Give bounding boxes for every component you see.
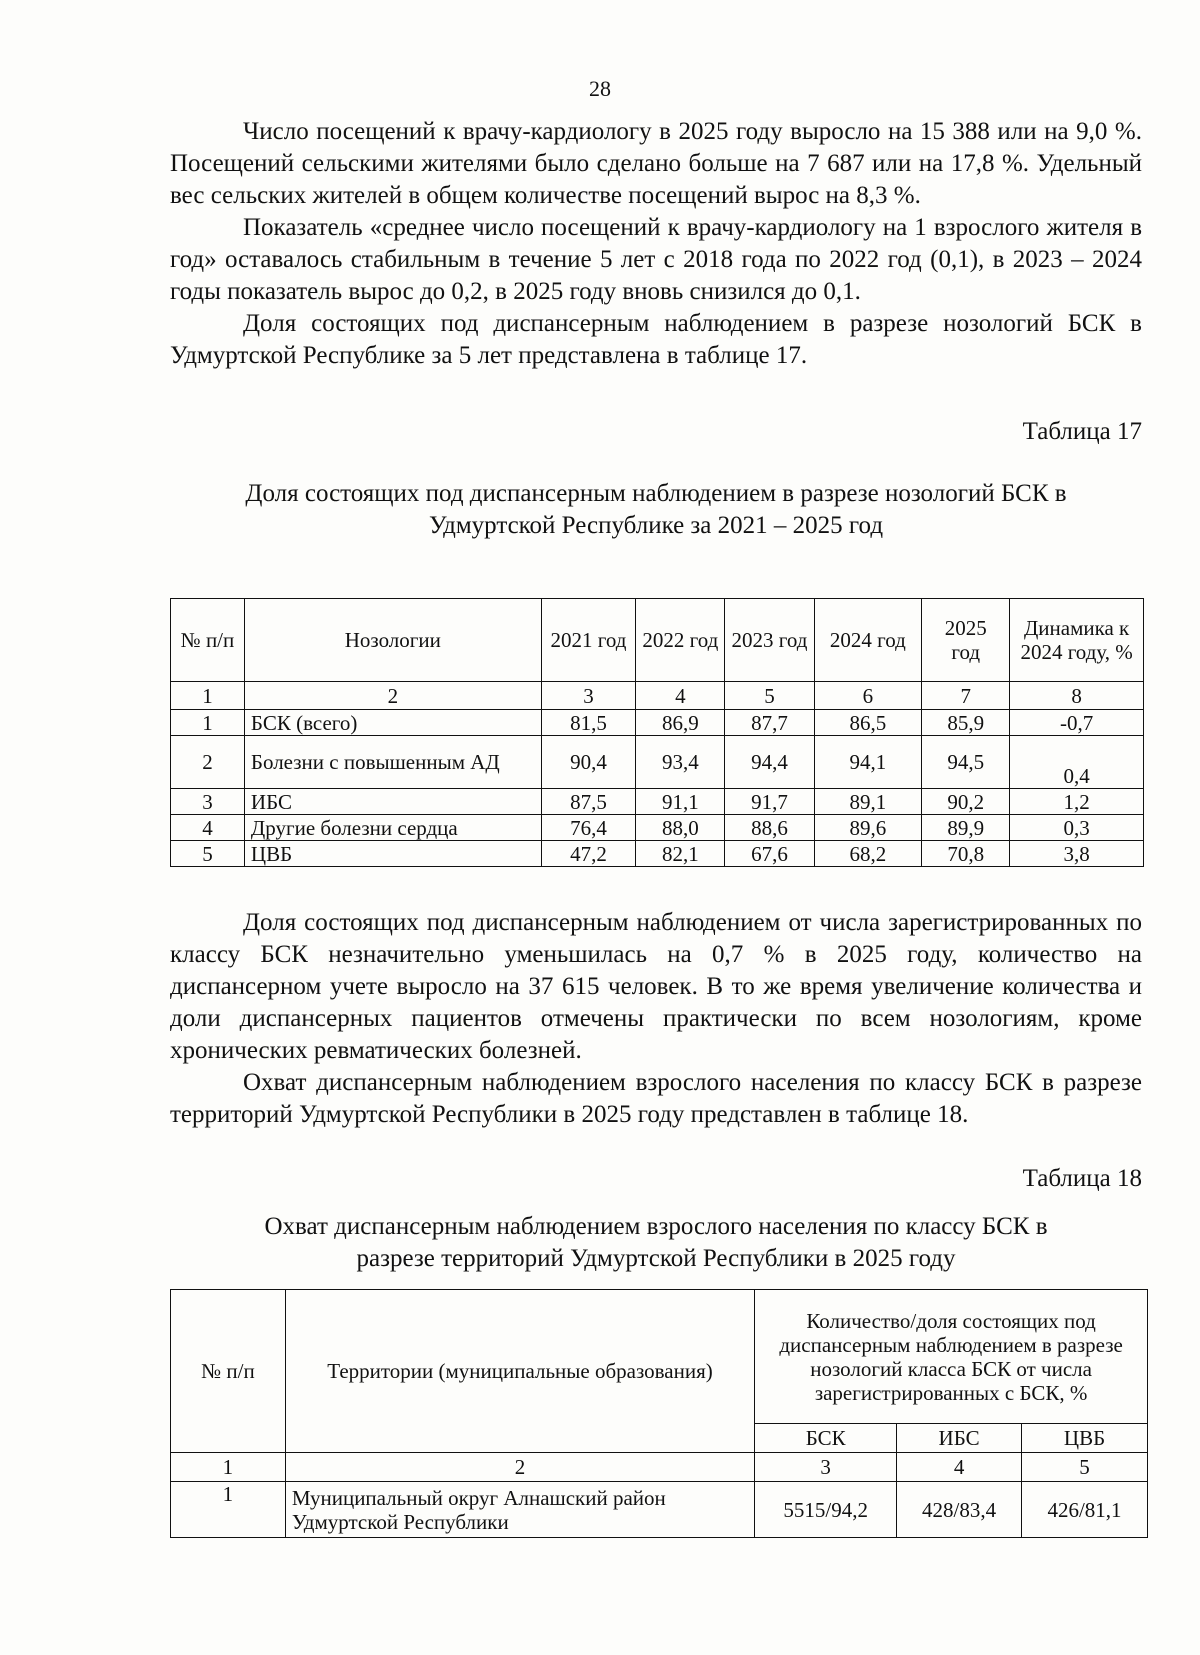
subheader-cell: БСК: [755, 1424, 897, 1453]
table-cell: 81,5: [541, 710, 636, 736]
table-row: [171, 815, 1144, 841]
column-number: 4: [636, 682, 725, 710]
table-18-title-line: разрезе территорий Удмуртской Республики в 2025 году: [356, 1245, 956, 1272]
table-row: [171, 736, 1144, 789]
header-cell: Динамика к 2024 году, %: [1010, 599, 1144, 682]
table-row: [171, 1482, 1148, 1538]
paragraph: Доля состоящих под диспансерным наблюдением от числа зарегистрированных по классу БСК незначительно уменьшилась на 0,7 % в 2025 году, количество на диспансерном учете выросло на 37 615 человек. В то же время увеличение количества и доли диспансерных пациентов отмечены практически по всем нозологиям, кроме хронических ревматических болезней.: [170, 909, 1142, 1064]
table-18: [170, 1289, 1148, 1538]
table-cell: 86,9: [636, 710, 725, 736]
column-number: 5: [1022, 1453, 1148, 1482]
subheader-cell: ИБС: [897, 1424, 1022, 1453]
column-number-row: [171, 682, 1144, 710]
table-17: [170, 598, 1144, 867]
page-number: 28: [589, 76, 611, 101]
table-cell: 91,1: [636, 789, 725, 815]
table-cell: Муниципальный округ Алнашский район Удмуртской Республики: [285, 1482, 754, 1538]
header-cell: № п/п: [171, 599, 245, 682]
table-cell: 82,1: [636, 841, 725, 867]
table-cell: 87,7: [725, 710, 814, 736]
header-cell: Территории (муниципальные образования): [285, 1290, 754, 1453]
table-cell: 89,9: [922, 815, 1010, 841]
table-cell: 2: [171, 736, 245, 789]
table-cell: 0,4: [1010, 736, 1144, 789]
table-row: [171, 710, 1144, 736]
table-cell: Болезни с повышенным АД: [244, 736, 541, 789]
table-cell: 90,2: [922, 789, 1010, 815]
table-cell: 0,3: [1010, 815, 1144, 841]
column-number: 7: [922, 682, 1010, 710]
table-cell: 426/81,1: [1022, 1482, 1148, 1538]
column-number-row: [171, 1453, 1148, 1482]
table-cell: 86,5: [814, 710, 922, 736]
column-number: 1: [171, 1453, 286, 1482]
table-cell: 67,6: [725, 841, 814, 867]
table-cell: 1: [171, 710, 245, 736]
table-18-title: [170, 1211, 1142, 1275]
header-cell: 2022 год: [636, 599, 725, 682]
table-cell: 76,4: [541, 815, 636, 841]
table-cell: 91,7: [725, 789, 814, 815]
table-cell: 88,6: [725, 815, 814, 841]
table-cell: 47,2: [541, 841, 636, 867]
column-number: 4: [897, 1453, 1022, 1482]
column-number: 3: [541, 682, 636, 710]
column-number: 6: [814, 682, 922, 710]
header-cell: 2025 год: [922, 599, 1010, 682]
header-cell: 2024 год: [814, 599, 922, 682]
table-cell: 70,8: [922, 841, 1010, 867]
table-cell: 94,5: [922, 736, 1010, 789]
paragraph: Показатель «среднее число посещений к врачу-кардиологу на 1 взрослого жителя в год» оставалось стабильным в течение 5 лет с 2018 года по 2022 год (0,1), в 2023 – 2024 годы показатель вырос до 0,2, в 2025 году вновь снизился до 0,1.: [170, 214, 1142, 305]
table-row: [171, 789, 1144, 815]
column-number: 2: [244, 682, 541, 710]
table-cell: 94,1: [814, 736, 922, 789]
table-cell: 1: [171, 1482, 286, 1538]
table-cell: 3: [171, 789, 245, 815]
header-cell: 2021 год: [541, 599, 636, 682]
table-cell: 428/83,4: [897, 1482, 1022, 1538]
text-block-middle: [170, 907, 1142, 1131]
table-header-row: [171, 1290, 1148, 1424]
table-18-label: Таблица 18: [1022, 1165, 1142, 1192]
header-cell: 2023 год: [725, 599, 814, 682]
table-cell: 85,9: [922, 710, 1010, 736]
column-number: 1: [171, 682, 245, 710]
table-cell: 93,4: [636, 736, 725, 789]
table-cell: 68,2: [814, 841, 922, 867]
table-cell: 5: [171, 841, 245, 867]
paragraph: Доля состоящих под диспансерным наблюдением в разрезе нозологий БСК в Удмуртской Республике за 5 лет представлена в таблице 17.: [170, 310, 1142, 369]
table-cell: 94,4: [725, 736, 814, 789]
text-block-top: [170, 116, 1142, 372]
table-cell: 4: [171, 815, 245, 841]
table-cell: 5515/94,2: [755, 1482, 897, 1538]
table-cell: 89,1: [814, 789, 922, 815]
table-cell: 90,4: [541, 736, 636, 789]
table-cell: ЦВБ: [244, 841, 541, 867]
table-cell: 89,6: [814, 815, 922, 841]
table-17-title: [170, 478, 1142, 542]
table-cell: 87,5: [541, 789, 636, 815]
header-cell: № п/п: [171, 1290, 286, 1453]
table-cell: БСК (всего): [244, 710, 541, 736]
column-number: 8: [1010, 682, 1144, 710]
paragraph: Число посещений к врачу-кардиологу в 2025 году выросло на 15 388 или на 9,0 %. Посещений сельскими жителями было сделано больше на 7 687 или на 17,8 %. Удельный вес сельских жителей в общем количестве посещений вырос на 8,3 %.: [170, 118, 1142, 209]
table-cell: 3,8: [1010, 841, 1144, 867]
column-number: 5: [725, 682, 814, 710]
table-18-title-line: Охват диспансерным наблюдением взрослого населения по классу БСК в: [264, 1213, 1048, 1240]
table-header-row: [171, 599, 1144, 682]
table-cell: 88,0: [636, 815, 725, 841]
column-number: 2: [285, 1453, 754, 1482]
subheader-cell: ЦВБ: [1022, 1424, 1148, 1453]
table-17-title-line: Доля состоящих под диспансерным наблюдением в разрезе нозологий БСК в: [245, 480, 1067, 507]
table-cell: 1,2: [1010, 789, 1144, 815]
table-17-label: Таблица 17: [1022, 418, 1142, 445]
table-row: [171, 841, 1144, 867]
header-group-cell: Количество/доля состоящих под диспансерным наблюдением в разрезе нозологий класса БСК от числа зарегистрированных с БСК, %: [755, 1290, 1148, 1424]
table-cell: -0,7: [1010, 710, 1144, 736]
header-cell: Нозологии: [244, 599, 541, 682]
table-cell: Другие болезни сердца: [244, 815, 541, 841]
table-cell: ИБС: [244, 789, 541, 815]
column-number: 3: [755, 1453, 897, 1482]
paragraph: Охват диспансерным наблюдением взрослого населения по классу БСК в разрезе территорий Удмуртской Республики в 2025 году представлен в таблице 18.: [170, 1069, 1142, 1128]
table-17-title-line: Удмуртской Республике за 2021 – 2025 год: [428, 512, 884, 539]
